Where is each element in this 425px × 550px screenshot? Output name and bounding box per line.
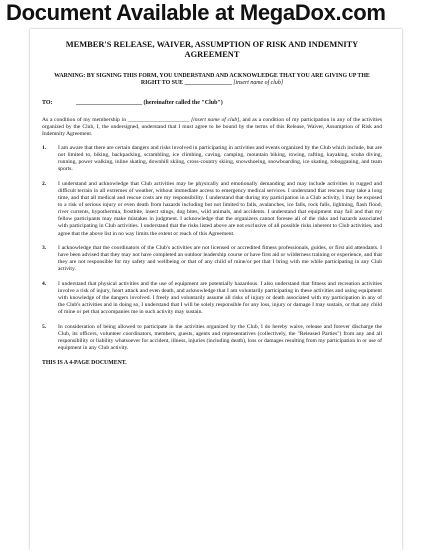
banner-text: Document Available at MegaDox.com [6, 0, 386, 25]
paragraph-text: I acknowledge that the coordinators of the Club's activities are not licensed or accredited fitness professionals, guides, or first aid attendants. I have been advised that they may not have completed an outdoor leadership course or have first aid or wilderness training or experience, and that they are not responsible for my safety and wellbeing or that of any child of mine/or pet that I bring with me while participating in any Club activity. [58, 245, 382, 273]
paragraph-number: 3. [42, 245, 47, 252]
to-rest: ______________________ (hereinafter called the "Club") [76, 99, 223, 106]
warning-main: WARNING: BY SIGNING THIS FORM, YOU UNDERSTAND AND ACKNOWLEDGE THAT YOU ARE GIVING UP THE RIGHT TO SUE ________________ [54, 73, 370, 87]
numbered-paragraph-2 [42, 181, 382, 238]
paragraph-text: I understand and acknowledge that Club activities may be physically and emotionally demanding and may include activities in rugged and difficult terrain in all extremes of weather, without immediate access to emergency medical services. I understand that rescues may take a long time, and that all medical and rescue costs are my responsibility. I understand that during my participation in a Club activity, I may be exposed to a risk of serious injury or even death from hazards including but not limited to falls, avalanches, ice falls, rock falls, lightning, flash flood, river currents, hypothermia, frostbite, insect stings, dog bites, wild animals, and accidents. I understand that equipment may fail and that my fellow participants may make mistakes in judgment. I acknowledge that the organizers cannot foresee all of the risks and hazards associated with participating in Club activities. I understand that the risks listed above are not exclusive of all possible risks inherent to Club activities, and agree that the above list in no way limits the extent or reach of this Agreement. [58, 180, 382, 237]
paragraph-number: 4. [42, 280, 47, 287]
document-footer-note: THIS IS A 4-PAGE DOCUMENT. [42, 359, 127, 366]
intro-end: , and as a condition of my participation in any of the activities organized by the Club, I, the undersigned, understand that I must agree to be bound by the terms of this Release, Waiver, Assumption of Risk and Indemnity Agreement. [42, 116, 382, 137]
numbered-paragraph-1 [42, 145, 382, 173]
numbered-paragraph-4 [42, 281, 382, 316]
intro-start: As a condition of my membership in ______________________ [42, 116, 190, 123]
paragraph-number: 1. [42, 144, 47, 151]
paragraph-number: 5. [42, 323, 47, 330]
paragraph-text: I understand that physical activities and the use of equipment are potentially hazardous. I also understand that fitness and recreation activities involve a risk of injury, heart attack and even death, and acknowledge that I am voluntarily participating in these activities and using equipment with knowledge of the dangers involved. I freely and voluntarily assume all risks of injury or death associated with my participation in any of the Club's activities and in doing so, I understand that I will be solely responsible for any loss, injury or damage I may sustain, or that any child of mine or pet that accompanies me in such activity may sustain. [58, 280, 382, 316]
document-title: MEMBER'S RELEASE, WAIVER, ASSUMPTION OF RISK AND INDEMNITY AGREEMENT [65, 40, 359, 59]
warning-club-placeholder: [insert name of club] [233, 80, 284, 87]
paragraph-text: In consideration of being allowed to participate in the activities organized by the Club, I do hereby waive, release and forever discharge the Club, its officers, volunteer coordinators, members, guests, agents and representatives (collectively, the "Released Parties") from any and all responsibility or liability whatsoever for accident, illness, injuries (including death), loss or damages resulting from my participation in or use of equipment in any Club activity. [58, 323, 382, 352]
to-label: TO: [42, 99, 53, 106]
numbered-paragraph-5 [42, 324, 382, 352]
numbered-paragraph-3 [42, 245, 382, 273]
document-content [42, 40, 382, 367]
banner [0, 0, 425, 27]
paragraph-text: I am aware that there are certain dangers and risks involved in participating in activities and events organized by the Club which include, but are not limited to, biking, backpacking, scrambling, ice climbing, caving, camping, mountain biking, rowing, rafting, kayaking, scuba diving, running, power walking, inline skating, downhill skiing, cross-country skiing, snowshoeing, snowboarding, ice skating, tobogganing, and team sports. [58, 144, 382, 173]
to-line [42, 100, 382, 107]
intro-paragraph [42, 117, 382, 138]
paragraph-number: 2. [42, 180, 47, 187]
warning-text [46, 73, 378, 88]
intro-club-placeholder: [insert name of club] [190, 116, 240, 123]
